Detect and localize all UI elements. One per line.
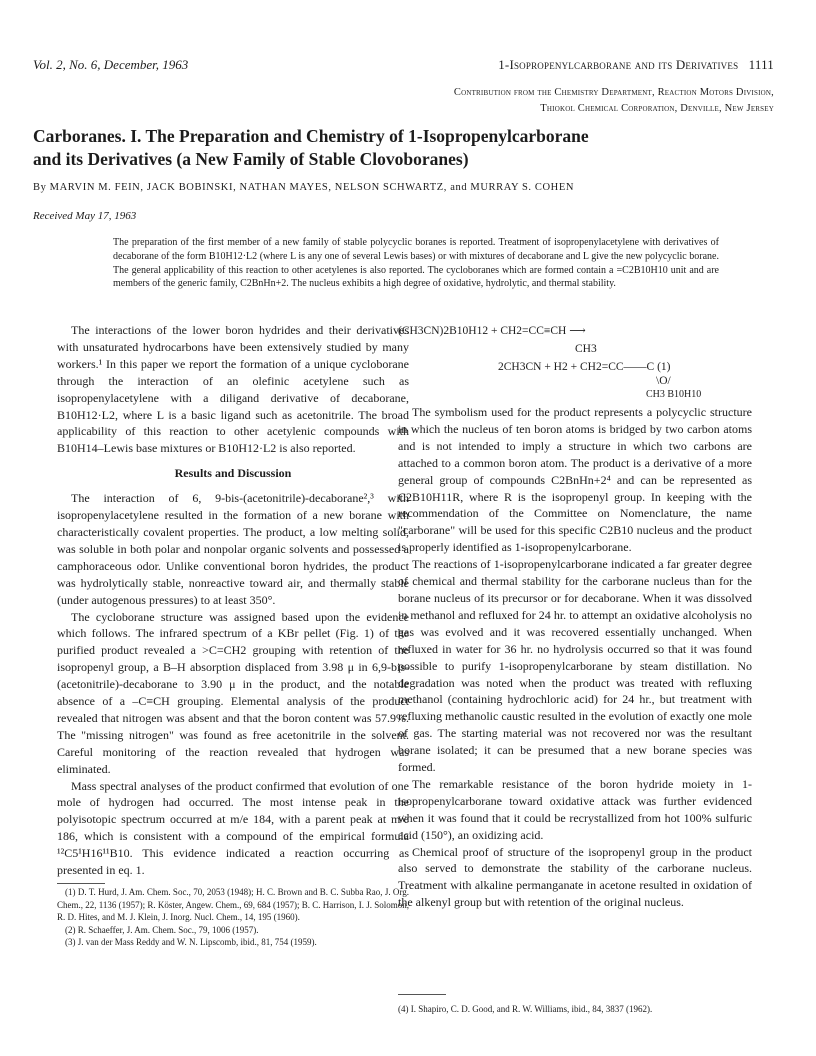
title-line-2: and its Derivatives (a New Family of Stable Clovoboranes): [33, 149, 469, 169]
equation-products: 2CH3CN + H2 + CH2=CC——C (1): [498, 361, 671, 373]
results-paragraph-2: The cycloborane structure was assigned based upon the evidence which follows. The infrared spectrum of a KBr pellet (Fig. 1) of the purified product revealed a >C=CH2 grouping with retention of the isopropenyl group, a B–H absorption displaced from 3.98 μ in 6,9-bis-(acetonitrile)-decaborane to 3.90 μ in the product, and the notable absence of a –C≡CH grouping. Elemental analysis of the product revealed that nitrogen was absent and that the boron content was 57.9%. The "missing nitrogen" was found as free acetonitrile in the solvent. Careful monitoring of the reaction revealed that hydrogen was eliminated.: [57, 609, 409, 776]
footnote-divider: [57, 883, 105, 884]
right-paragraph-3: The remarkable resistance of the boron hydride moiety in 1-isopropenylcarborane toward oxidative attack was further evidenced when it was found that it could be recrystallized from hot 100% sulfuric acid (150°), an oxidizing acid.: [398, 776, 752, 842]
right-paragraph-4: Chemical proof of structure of the isopropenyl group in the product also served to demonstrate the stability of the carborane nucleus. Treatment with alkaline permanganate in acetone resulted in oxidation of the alkenyl group but with retention of the original nucleus.: [398, 844, 752, 910]
section-heading: Results and Discussion: [174, 466, 292, 481]
intro-paragraph: The interactions of the lower boron hydrides and their derivatives with unsaturated hydrocarbons have been extensively studied by many workers.¹ In this paper we report the formation of a unique cycloborane through the interaction of an olefinic acetylene such as isopropenylacetylene with a diligand derivative of decaborane, B10H12·L2, where L is a basic ligand such as acetonitrile. The broad applicability of this reaction to other acetylenic compounds with B10H14–Lewis base mixtures or B10H12·L2 is also reported.: [57, 323, 409, 456]
equation-reactants: (CH3CN)2B10H12 + CH2=CC≡CH ⟶: [398, 325, 586, 337]
right-paragraph-2: The reactions of 1-isopropenylcarborane indicated a far greater degree of chemical and thermal stability for the carborane nucleus than for the borane nucleus of its precursor or for decaborane. When it was dissolved in methanol and refluxed for 24 hr. to attempt an oxidative alcoholysis no gas was evolved and it was recovered essentially unchanged. When refluxed in water for 36 hr. no hydrolysis occurred so that it was found possible to purify 1-isopropenylcarborane by steam distillation. No degradation was noted when the product was treated with refluxing methanol (containing hydrochloric acid) for 24 hr., but treatment with refluxing methanolic caustic resulted in the evolution of exactly one mole of gas. The starting material was not recovered nor was the resultant borane isolated; it can be presumed that a new borane species was formed.: [398, 557, 752, 775]
footnote-divider-right: [398, 994, 446, 995]
equation-bridge: \O/: [656, 375, 671, 387]
page-number: 1111: [748, 57, 774, 72]
right-paragraph-1: The symbolism used for the product represents a polycyclic structure in which the nucleus of ten boron atoms is bridged by two carbon atoms and is not intended to imply a structure in which two carbons are attached to a common boron atom. The product is a derivative of a more general group of compounds C2BnHn+2⁴ and can be represented as C2B10H11R, where R is the isopropenyl group. In keeping with the recommendation of the Committee on Nomenclature, the name "carborane" will be used for this specific C2B10 nucleus and the product is properly identified as 1-isopropenylcarborane.: [398, 405, 752, 555]
running-head-journal: Vol. 2, No. 6, December, 1963: [33, 57, 189, 72]
footnote-1: (1) D. T. Hurd, J. Am. Chem. Soc., 70, 2053 (1948); H. C. Brown and B. C. Subba Rao, J. Org. Chem., 22, 1136 (1957); R. Köster, Angew. Chem., 69, 684 (1957); B. C. Harrison, I. J. Solomon, R. D. Hites, and M. J. Klein, J. Inorg. Nucl. Chem., 14, 195 (1960).: [57, 887, 409, 922]
left-column: [57, 322, 409, 949]
equation-1: [398, 322, 752, 404]
affiliation-line-2: Thiokol Chemical Corporation, Denville, New Jersey: [540, 103, 774, 114]
affiliation-line-1: Contribution from the Chemistry Department, Reaction Motors Division,: [453, 87, 774, 98]
right-column: [398, 322, 752, 911]
abstract: The preparation of the first member of a new family of stable polycyclic boranes is reported. Treatment of isopropenylacetylene with derivatives of decaborane of the form B10H12·L2 (where L is any one of several Lewis bases) or with mixtures of decaborane and L give the new polycyclic borane. The general applicability of this reaction to other acetylenes is also reported. The cycloboranes which are formed contain a =C2B10H10 unit and are members of the generic family, C2BnHn+2. The nucleus exhibits a high degree of oxidative, hydrolytic, and thermal stability.: [113, 237, 719, 290]
received-date: Received May 17, 1963: [33, 210, 137, 222]
equation-substituents: CH3 B10H10: [646, 389, 702, 400]
paper-title: [33, 125, 773, 171]
title-line-1: Carboranes. I. The Preparation and Chemistry of 1-Isopropenylcarborane: [33, 126, 589, 146]
running-title: 1-Isopropenylcarborane and its Derivatives: [498, 57, 739, 72]
running-head-title: [498, 57, 774, 73]
results-paragraph-3: Mass spectral analyses of the product confirmed that evolution of one mole of hydrogen had occurred. The most intense peak in the polyisotopic spectrum occurred at m/e 184, with a parent peak at m/e 186, which is consistent with a compound of the empirical formula ¹²C5¹H16¹¹B10. This evidence indicated a reaction occurring as presented in eq. 1.: [57, 778, 409, 878]
equation-methyl-a: CH3: [575, 343, 597, 355]
footnote-2: (2) R. Schaeffer, J. Am. Chem. Soc., 79, 1006 (1957).: [65, 924, 259, 935]
author-list: By MARVIN M. FEIN, JACK BOBINSKI, NATHAN MAYES, NELSON SCHWARTZ, and MURRAY S. COHEN: [33, 182, 575, 193]
footnote-3: (3) J. van der Mass Reddy and W. N. Lipscomb, ibid., 81, 754 (1959).: [65, 937, 317, 947]
footnote-4: (4) I. Shapiro, C. D. Good, and R. W. Williams, ibid., 84, 3837 (1962).: [398, 1004, 653, 1014]
results-paragraph-1: The interaction of 6, 9-bis-(acetonitrile)-decaborane²,³ with isopropenylacetylene resulted in the formation of a new borane with characteristically covalent properties. The product, a low melting solid, was soluble in both polar and nonpolar organic solvents and possessed a camphoraceous odor. Unlike conventional boron hydrides, the product was hydrolytically stable, nonreactive toward air, and thermally stable (under autogenous pressures) to at least 350°.: [57, 491, 409, 607]
